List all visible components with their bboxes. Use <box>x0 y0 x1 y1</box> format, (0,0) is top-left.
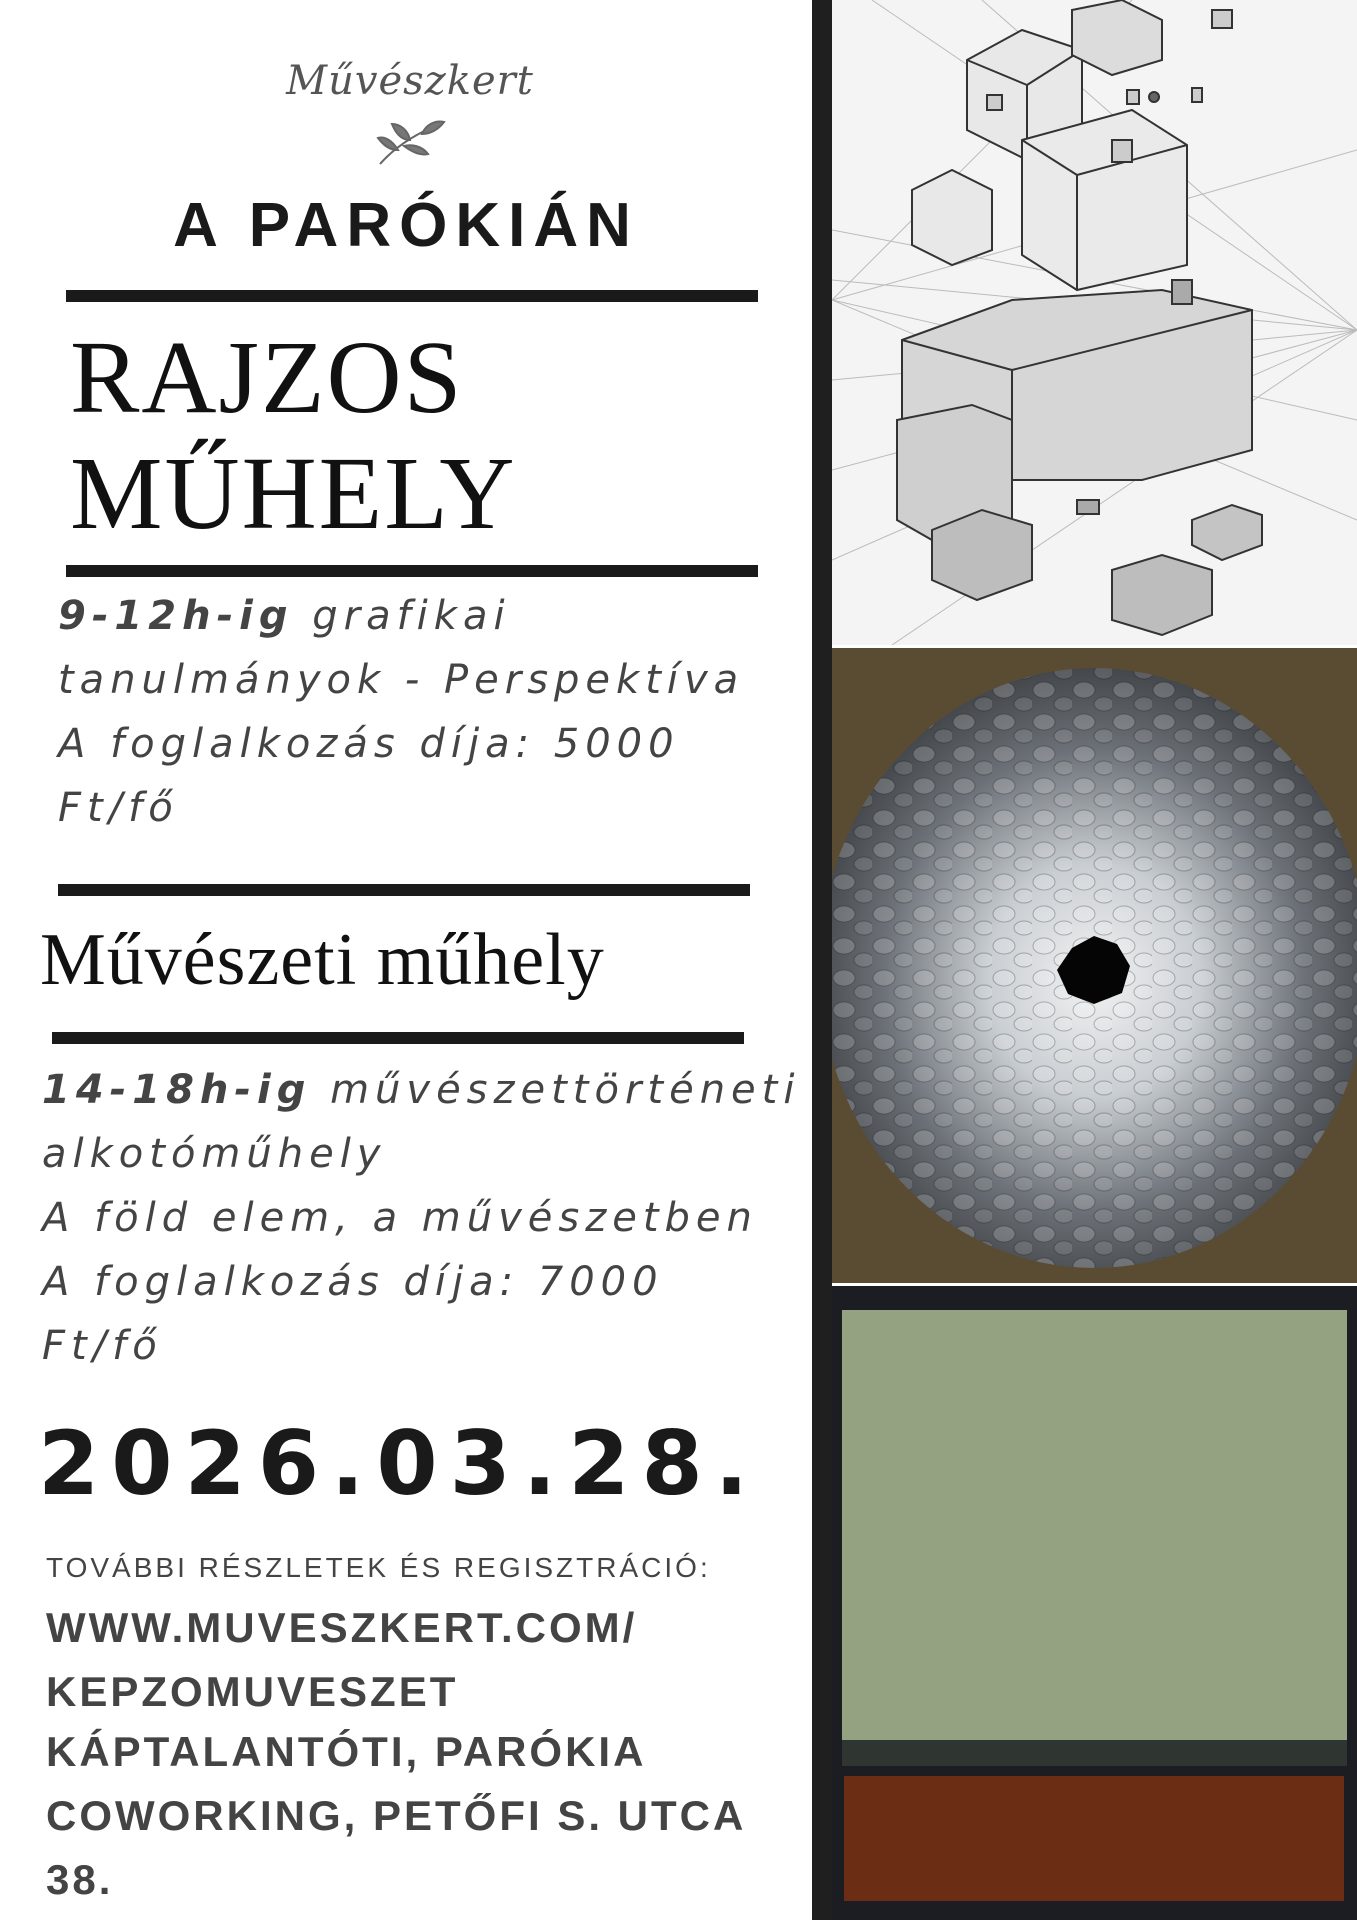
workshop1-title-line2: MŰHELY <box>70 436 517 551</box>
workshop2-line2: alkotóműhely <box>42 1131 387 1177</box>
workshop2-line4: A foglalkozás díja: 7000 <box>42 1259 664 1305</box>
workshop2-description <box>42 1058 800 1378</box>
divider-bar <box>66 290 758 302</box>
stone-circle-image <box>832 648 1357 1283</box>
workshop1-line4: Ft/fő <box>58 785 179 831</box>
image-column <box>832 0 1357 1920</box>
workshop1-line2: tanulmányok - Perspektíva <box>58 657 745 703</box>
workshop1-line1-rest: grafikai <box>312 593 511 639</box>
workshop1-time: 9-12h-ig <box>58 593 294 639</box>
workshop1-title-line1: RAJZOS <box>70 320 464 435</box>
column-divider <box>812 0 832 1920</box>
registration-url-line1[interactable]: WWW.MUVESZKERT.COM/ <box>46 1604 638 1651</box>
venue-address-line2: COWORKING, PETŐFI S. UTCA 38. <box>46 1792 745 1903</box>
brand-logo <box>280 52 540 172</box>
workshop1-description <box>58 584 744 840</box>
registration-url[interactable] <box>46 1596 637 1724</box>
abstract-painting-image <box>832 1286 1357 1920</box>
workshop2-line3: A föld elem, a művészetben <box>42 1195 758 1241</box>
divider-bar <box>58 884 750 896</box>
workshop2-line1 <box>42 1058 800 1122</box>
brand-logo-text: Művészkert <box>286 58 534 104</box>
venue-address-line1: KÁPTALANTÓTI, PARÓKIA <box>46 1728 647 1775</box>
workshop1-title <box>70 320 516 552</box>
perspective-drawing-image <box>832 0 1357 645</box>
divider-bar <box>66 565 758 577</box>
event-date: 2026.03.28. <box>38 1412 761 1515</box>
divider-bar <box>52 1032 744 1044</box>
workshop1-line1 <box>58 584 744 648</box>
workshop2-line1-rest: művészettörténeti <box>330 1067 801 1113</box>
venue-kicker: A PARÓKIÁN <box>173 191 639 260</box>
registration-label: TOVÁBBI RÉSZLETEK ÉS REGISZTRÁCIÓ: <box>46 1552 711 1583</box>
venue-address <box>46 1720 812 1912</box>
workshop1-line3: A foglalkozás díja: 5000 <box>58 721 680 767</box>
leaf-sprig-icon <box>280 52 540 172</box>
registration-url-line2[interactable]: KEPZOMUVESZET <box>46 1668 459 1715</box>
workshop2-time: 14-18h-ig <box>42 1067 312 1113</box>
workshop2-line5: Ft/fő <box>42 1323 163 1369</box>
workshop2-title: Művészeti műhely <box>40 919 605 1001</box>
